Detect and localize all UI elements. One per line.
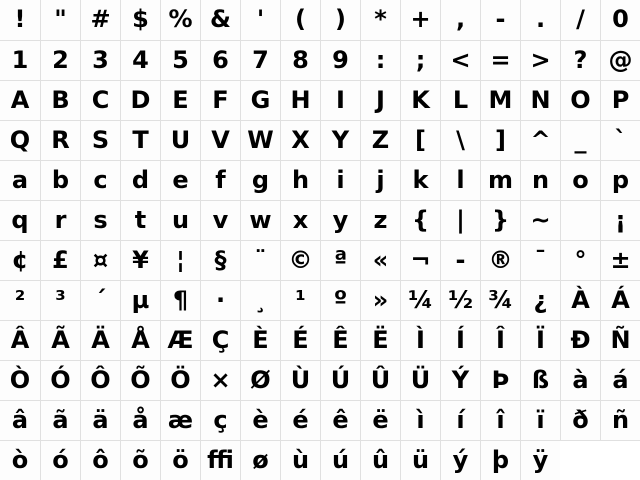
glyph-cell[interactable]: O bbox=[560, 80, 600, 120]
glyph-cell[interactable]: v bbox=[200, 200, 240, 240]
glyph-cell[interactable]: T bbox=[120, 120, 160, 160]
glyph-cell[interactable]: ° bbox=[560, 240, 600, 280]
glyph-cell[interactable]: ¥ bbox=[120, 240, 160, 280]
glyph-cell[interactable]: ñ bbox=[600, 400, 640, 440]
glyph-cell[interactable]: ' bbox=[240, 0, 280, 40]
glyph-cell[interactable]: 8 bbox=[280, 40, 320, 80]
glyph-cell[interactable]: ® bbox=[480, 240, 520, 280]
glyph-cell[interactable]: ÿ bbox=[520, 440, 560, 480]
glyph-cell[interactable]: - bbox=[440, 240, 480, 280]
glyph-cell[interactable]: ³ bbox=[40, 280, 80, 320]
glyph-cell[interactable]: u bbox=[160, 200, 200, 240]
glyph-cell[interactable]: ; bbox=[400, 40, 440, 80]
glyph-cell[interactable]: Ø bbox=[240, 360, 280, 400]
glyph-cell[interactable]: $ bbox=[120, 0, 160, 40]
glyph-cell[interactable]: 6 bbox=[200, 40, 240, 80]
glyph-cell[interactable]: 3 bbox=[80, 40, 120, 80]
glyph-cell[interactable]: Ó bbox=[40, 360, 80, 400]
glyph-cell[interactable]: E bbox=[160, 80, 200, 120]
glyph-cell[interactable]: ¬ bbox=[400, 240, 440, 280]
glyph-cell[interactable]: b bbox=[40, 160, 80, 200]
glyph-cell[interactable]: D bbox=[120, 80, 160, 120]
glyph-cell[interactable]: p bbox=[600, 160, 640, 200]
glyph-cell[interactable]: Q bbox=[0, 120, 40, 160]
glyph-cell[interactable]: Y bbox=[320, 120, 360, 160]
glyph-cell[interactable]: © bbox=[280, 240, 320, 280]
glyph-cell[interactable]: ¨ bbox=[240, 240, 280, 280]
glyph-cell[interactable]: Ò bbox=[0, 360, 40, 400]
glyph-cell[interactable]: m bbox=[480, 160, 520, 200]
glyph-cell[interactable]: # bbox=[80, 0, 120, 40]
glyph-cell[interactable]: Â bbox=[0, 320, 40, 360]
glyph-cell[interactable]: á bbox=[600, 360, 640, 400]
glyph-cell[interactable]: ø bbox=[240, 440, 280, 480]
glyph-cell[interactable]: ` bbox=[600, 120, 640, 160]
glyph-cell[interactable]: w bbox=[240, 200, 280, 240]
glyph-cell[interactable]: ( bbox=[280, 0, 320, 40]
glyph-cell[interactable]: ¿ bbox=[520, 280, 560, 320]
glyph-cell[interactable]: ú bbox=[320, 440, 360, 480]
glyph-cell[interactable]: l bbox=[440, 160, 480, 200]
glyph-cell[interactable]: F bbox=[200, 80, 240, 120]
glyph-cell[interactable]: 4 bbox=[120, 40, 160, 80]
glyph-cell[interactable]: ¼ bbox=[400, 280, 440, 320]
glyph-cell[interactable]: : bbox=[360, 40, 400, 80]
glyph-cell[interactable]: R bbox=[40, 120, 80, 160]
glyph-cell[interactable]: - bbox=[480, 0, 520, 40]
glyph-cell[interactable]: ß bbox=[520, 360, 560, 400]
glyph-cell[interactable]: * bbox=[360, 0, 400, 40]
glyph-cell[interactable]: y bbox=[320, 200, 360, 240]
glyph-cell[interactable]: Ä bbox=[80, 320, 120, 360]
glyph-cell[interactable]: É bbox=[280, 320, 320, 360]
glyph-cell[interactable]: ¦ bbox=[160, 240, 200, 280]
glyph-cell[interactable]: G bbox=[240, 80, 280, 120]
glyph-cell[interactable]: Ù bbox=[280, 360, 320, 400]
glyph-cell[interactable]: Û bbox=[360, 360, 400, 400]
glyph-cell[interactable]: Ü bbox=[400, 360, 440, 400]
glyph-cell[interactable]: S bbox=[80, 120, 120, 160]
glyph-cell[interactable]: å bbox=[120, 400, 160, 440]
glyph-cell[interactable]: K bbox=[400, 80, 440, 120]
glyph-cell[interactable]: Ë bbox=[360, 320, 400, 360]
glyph-cell[interactable]: ´ bbox=[80, 280, 120, 320]
glyph-cell[interactable]: ¹ bbox=[280, 280, 320, 320]
glyph-cell[interactable]: t bbox=[120, 200, 160, 240]
glyph-cell[interactable]: { bbox=[400, 200, 440, 240]
glyph-cell[interactable]: Þ bbox=[480, 360, 520, 400]
glyph-cell[interactable]: @ bbox=[600, 40, 640, 80]
glyph-cell[interactable]: ~ bbox=[520, 200, 560, 240]
glyph-cell[interactable]: k bbox=[400, 160, 440, 200]
glyph-cell[interactable]: ¤ bbox=[80, 240, 120, 280]
glyph-cell[interactable]: ù bbox=[280, 440, 320, 480]
glyph-cell[interactable]: ê bbox=[320, 400, 360, 440]
glyph-cell[interactable]: Í bbox=[440, 320, 480, 360]
glyph-cell[interactable]: Ì bbox=[400, 320, 440, 360]
glyph-cell[interactable]: ý bbox=[440, 440, 480, 480]
glyph-cell[interactable]: H bbox=[280, 80, 320, 120]
glyph-cell[interactable]: i bbox=[320, 160, 360, 200]
glyph-cell[interactable]: Ý bbox=[440, 360, 480, 400]
glyph-cell[interactable]: c bbox=[80, 160, 120, 200]
glyph-cell[interactable]: « bbox=[360, 240, 400, 280]
glyph-cell[interactable]: | bbox=[440, 200, 480, 240]
glyph-cell[interactable]: » bbox=[360, 280, 400, 320]
glyph-cell[interactable]: µ bbox=[120, 280, 160, 320]
glyph-cell[interactable]: f bbox=[200, 160, 240, 200]
glyph-cell[interactable]: ¾ bbox=[480, 280, 520, 320]
glyph-cell[interactable] bbox=[560, 200, 600, 240]
glyph-cell[interactable]: + bbox=[400, 0, 440, 40]
glyph-cell[interactable]: ö bbox=[160, 440, 200, 480]
glyph-cell[interactable]: U bbox=[160, 120, 200, 160]
glyph-cell[interactable]: Å bbox=[120, 320, 160, 360]
glyph-cell[interactable]: ² bbox=[0, 280, 40, 320]
glyph-cell[interactable]: ô bbox=[80, 440, 120, 480]
glyph-cell[interactable]: 2 bbox=[40, 40, 80, 80]
glyph-cell[interactable]: [ bbox=[400, 120, 440, 160]
glyph-cell[interactable]: a bbox=[0, 160, 40, 200]
glyph-cell[interactable]: ! bbox=[0, 0, 40, 40]
glyph-cell[interactable]: ó bbox=[40, 440, 80, 480]
glyph-cell[interactable]: ü bbox=[400, 440, 440, 480]
glyph-cell[interactable]: , bbox=[440, 0, 480, 40]
glyph-cell[interactable]: ã bbox=[40, 400, 80, 440]
glyph-cell[interactable]: r bbox=[40, 200, 80, 240]
glyph-cell[interactable]: ç bbox=[200, 400, 240, 440]
glyph-cell[interactable]: Á bbox=[600, 280, 640, 320]
glyph-cell[interactable]: 0 bbox=[600, 0, 640, 40]
glyph-cell[interactable]: < bbox=[440, 40, 480, 80]
glyph-cell[interactable]: ï bbox=[520, 400, 560, 440]
glyph-cell[interactable]: P bbox=[600, 80, 640, 120]
glyph-cell[interactable]: Î bbox=[480, 320, 520, 360]
glyph-cell[interactable]: ¡ bbox=[600, 200, 640, 240]
glyph-cell[interactable]: õ bbox=[120, 440, 160, 480]
glyph-cell[interactable]: o bbox=[560, 160, 600, 200]
glyph-cell[interactable]: ì bbox=[400, 400, 440, 440]
glyph-cell[interactable]: 5 bbox=[160, 40, 200, 80]
glyph-cell[interactable]: 7 bbox=[240, 40, 280, 80]
glyph-cell[interactable]: h bbox=[280, 160, 320, 200]
glyph-cell[interactable]: × bbox=[200, 360, 240, 400]
glyph-cell[interactable]: Ï bbox=[520, 320, 560, 360]
glyph-cell[interactable]: £ bbox=[40, 240, 80, 280]
glyph-cell[interactable]: = bbox=[480, 40, 520, 80]
glyph-cell[interactable]: é bbox=[280, 400, 320, 440]
glyph-cell[interactable]: ) bbox=[320, 0, 360, 40]
glyph-cell[interactable]: Ô bbox=[80, 360, 120, 400]
glyph-cell[interactable]: û bbox=[360, 440, 400, 480]
glyph-cell[interactable]: Ð bbox=[560, 320, 600, 360]
glyph-cell[interactable]: 9 bbox=[320, 40, 360, 80]
glyph-cell[interactable]: W bbox=[240, 120, 280, 160]
glyph-cell[interactable]: ½ bbox=[440, 280, 480, 320]
glyph-cell[interactable]: % bbox=[160, 0, 200, 40]
empty-area bbox=[600, 440, 640, 480]
glyph-cell[interactable]: ª bbox=[320, 240, 360, 280]
empty-area bbox=[560, 440, 600, 480]
glyph-cell[interactable]: _ bbox=[560, 120, 600, 160]
glyph-cell[interactable]: ? bbox=[560, 40, 600, 80]
glyph-cell[interactable]: ë bbox=[360, 400, 400, 440]
glyph-cell[interactable]: > bbox=[520, 40, 560, 80]
glyph-cell[interactable]: J bbox=[360, 80, 400, 120]
glyph-cell[interactable]: C bbox=[80, 80, 120, 120]
glyph-cell[interactable]: A bbox=[0, 80, 40, 120]
glyph-cell[interactable]: e bbox=[160, 160, 200, 200]
glyph-cell[interactable]: Ã bbox=[40, 320, 80, 360]
glyph-cell[interactable]: · bbox=[200, 280, 240, 320]
glyph-cell[interactable]: ä bbox=[80, 400, 120, 440]
glyph-cell[interactable]: 1 bbox=[0, 40, 40, 80]
glyph-cell[interactable]: d bbox=[120, 160, 160, 200]
glyph-cell[interactable]: I bbox=[320, 80, 360, 120]
glyph-cell[interactable]: è bbox=[240, 400, 280, 440]
glyph-cell[interactable]: X bbox=[280, 120, 320, 160]
glyph-cell[interactable]: ¸ bbox=[240, 280, 280, 320]
glyph-cell[interactable]: À bbox=[560, 280, 600, 320]
glyph-cell[interactable]: ð bbox=[560, 400, 600, 440]
glyph-cell[interactable]: Ñ bbox=[600, 320, 640, 360]
glyph-cell[interactable]: z bbox=[360, 200, 400, 240]
glyph-cell[interactable]: æ bbox=[160, 400, 200, 440]
glyph-cell[interactable]: g bbox=[240, 160, 280, 200]
glyph-cell[interactable]: / bbox=[560, 0, 600, 40]
glyph-cell[interactable]: s bbox=[80, 200, 120, 240]
glyph-cell[interactable]: ± bbox=[600, 240, 640, 280]
glyph-cell[interactable]: & bbox=[200, 0, 240, 40]
glyph-cell[interactable]: B bbox=[40, 80, 80, 120]
glyph-cell[interactable]: V bbox=[200, 120, 240, 160]
glyph-cell[interactable]: í bbox=[440, 400, 480, 440]
glyph-cell[interactable]: È bbox=[240, 320, 280, 360]
glyph-cell[interactable]: à bbox=[560, 360, 600, 400]
glyph-cell[interactable]: Ú bbox=[320, 360, 360, 400]
glyph-cell[interactable]: \ bbox=[440, 120, 480, 160]
glyph-cell[interactable]: ^ bbox=[520, 120, 560, 160]
glyph-cell[interactable]: Ö bbox=[160, 360, 200, 400]
glyph-cell[interactable]: j bbox=[360, 160, 400, 200]
glyph-cell[interactable]: . bbox=[520, 0, 560, 40]
glyph-cell[interactable]: Ç bbox=[200, 320, 240, 360]
glyph-cell[interactable]: Æ bbox=[160, 320, 200, 360]
glyph-cell[interactable]: L bbox=[440, 80, 480, 120]
glyph-cell[interactable]: § bbox=[200, 240, 240, 280]
glyph-cell[interactable]: ¯ bbox=[520, 240, 560, 280]
glyph-cell[interactable]: ¶ bbox=[160, 280, 200, 320]
glyph-cell[interactable]: N bbox=[520, 80, 560, 120]
glyph-cell[interactable]: ] bbox=[480, 120, 520, 160]
glyph-cell[interactable]: Z bbox=[360, 120, 400, 160]
glyph-cell[interactable]: ¢ bbox=[0, 240, 40, 280]
glyph-cell[interactable]: î bbox=[480, 400, 520, 440]
glyph-cell[interactable]: n bbox=[520, 160, 560, 200]
glyph-cell[interactable]: Ê bbox=[320, 320, 360, 360]
glyph-cell[interactable]: þ bbox=[480, 440, 520, 480]
glyph-cell[interactable]: ffi bbox=[200, 440, 240, 480]
glyph-cell[interactable]: â bbox=[0, 400, 40, 440]
glyph-cell[interactable]: º bbox=[320, 280, 360, 320]
glyph-cell[interactable]: } bbox=[480, 200, 520, 240]
glyph-cell[interactable]: q bbox=[0, 200, 40, 240]
glyph-cell[interactable]: " bbox=[40, 0, 80, 40]
glyph-cell[interactable]: Õ bbox=[120, 360, 160, 400]
glyph-cell[interactable]: ò bbox=[0, 440, 40, 480]
glyph-cell[interactable]: M bbox=[480, 80, 520, 120]
glyph-cell[interactable]: x bbox=[280, 200, 320, 240]
